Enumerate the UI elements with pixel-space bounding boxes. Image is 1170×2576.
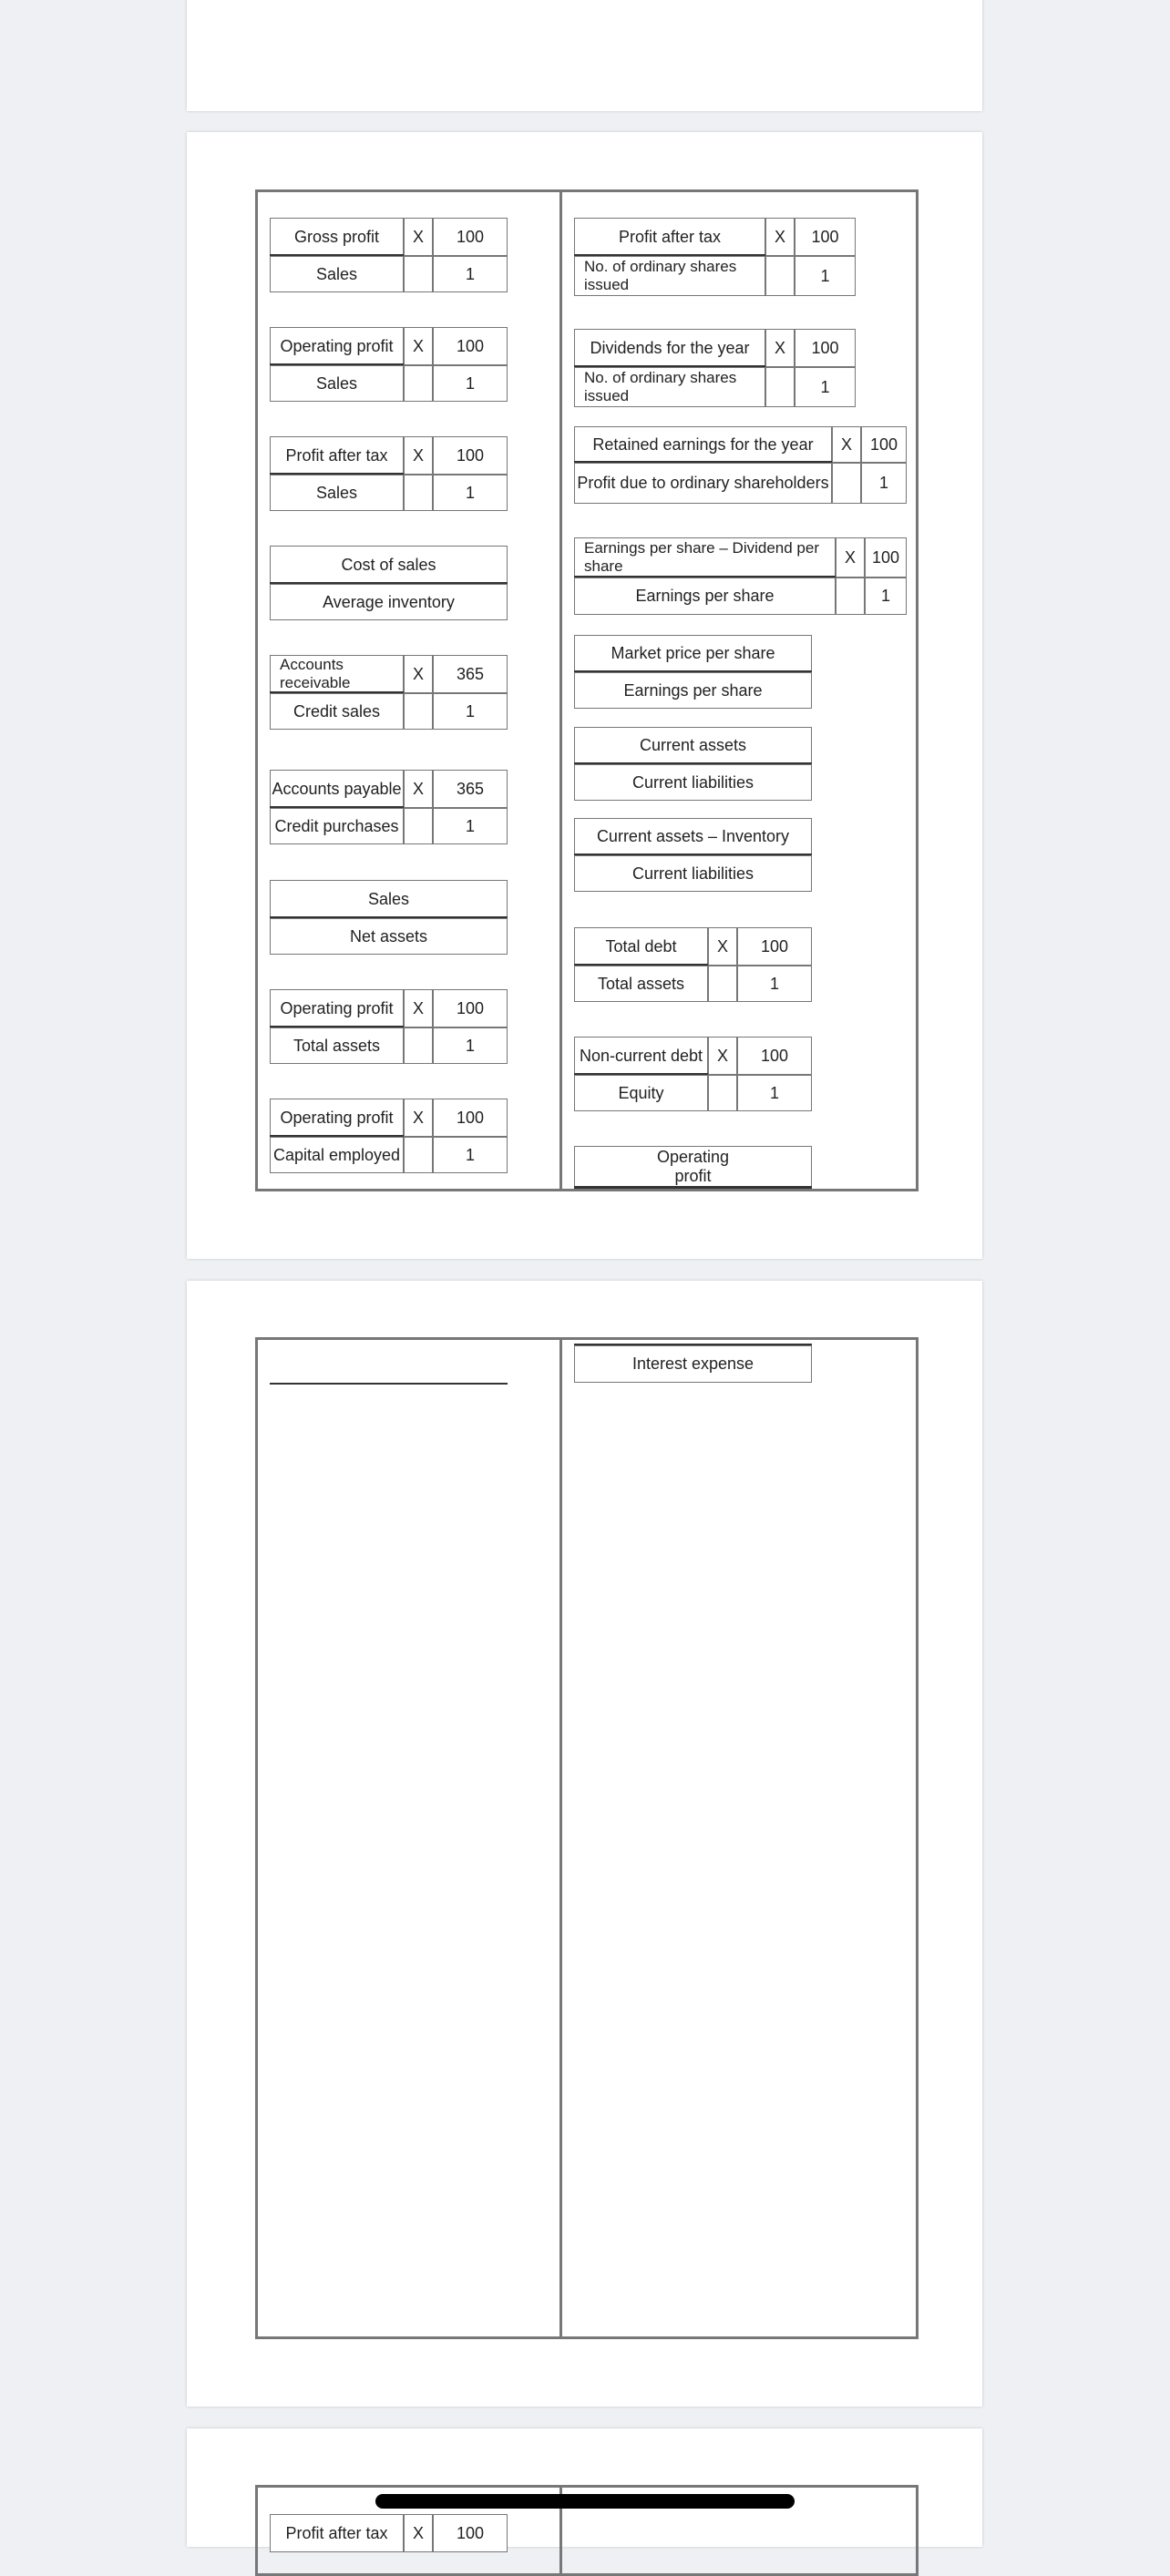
multiplier-base: 1 xyxy=(433,693,508,730)
multiplier-base: 1 xyxy=(861,463,907,504)
blank-cell xyxy=(708,966,737,1002)
multiplier-base: 1 xyxy=(433,256,508,292)
multiplier: 365 xyxy=(433,655,508,693)
numerator: Current assets – Inventory xyxy=(574,818,812,855)
numerator: Current assets xyxy=(574,727,812,764)
multiplier-base: 1 xyxy=(433,475,508,511)
denominator: No. of ordinary shares issued xyxy=(574,256,765,296)
denominator: Earnings per share xyxy=(574,578,836,615)
column-divider xyxy=(559,192,562,1189)
blank-cell xyxy=(404,256,433,292)
operator: X xyxy=(404,655,433,693)
blank-cell xyxy=(404,365,433,402)
numerator: Profit after tax xyxy=(574,218,765,256)
blank-cell xyxy=(404,1027,433,1064)
denominator: Profit due to ordinary shareholders xyxy=(574,463,832,504)
numerator: Earnings per share – Dividend per share xyxy=(574,537,836,578)
denominator: Current liabilities xyxy=(574,855,812,892)
multiplier-base: 1 xyxy=(737,1075,812,1111)
blank-cell xyxy=(765,256,795,296)
column-divider xyxy=(559,1340,562,2336)
multiplier-base: 1 xyxy=(795,367,856,407)
multiplier: 100 xyxy=(795,218,856,256)
document-page-4 xyxy=(187,2428,982,2547)
multiplier: 100 xyxy=(433,1099,508,1137)
numerator: Accounts payable xyxy=(270,770,404,808)
multiplier-base: 1 xyxy=(433,808,508,844)
blank-cell xyxy=(708,1075,737,1111)
multiplier-base: 1 xyxy=(433,365,508,402)
denominator: Average inventory xyxy=(270,584,508,620)
numerator: Operating profit xyxy=(270,1099,404,1137)
document-page-2 xyxy=(187,132,982,1259)
operator: X xyxy=(836,537,865,578)
operator: X xyxy=(404,327,433,365)
ratio-table-frame xyxy=(255,1337,919,2339)
multiplier: 100 xyxy=(433,2514,508,2552)
multiplier-base: 1 xyxy=(433,1137,508,1173)
multiplier-base: 1 xyxy=(795,256,856,296)
blank-cell xyxy=(765,367,795,407)
operator: X xyxy=(765,329,795,367)
denominator: Total assets xyxy=(574,966,708,1002)
denominator: Interest expense xyxy=(574,1345,812,1383)
denominator: No. of ordinary shares issued xyxy=(574,367,765,407)
multiplier: 100 xyxy=(861,426,907,463)
multiplier: 100 xyxy=(433,436,508,475)
multiplier: 100 xyxy=(737,1037,812,1075)
numerator: Sales xyxy=(270,880,508,918)
denominator: Earnings per share xyxy=(574,672,812,709)
multiplier-base: 1 xyxy=(433,1027,508,1064)
denominator: Net assets xyxy=(270,918,508,955)
multiplier: 100 xyxy=(795,329,856,367)
multiplier: 100 xyxy=(865,537,907,578)
numerator: Operating profit xyxy=(270,989,404,1027)
denominator: Credit sales xyxy=(270,693,404,730)
numerator: Accounts receivable xyxy=(270,655,404,693)
multiplier: 100 xyxy=(737,927,812,966)
numerator: Operating profit xyxy=(270,327,404,365)
numerator: Retained earnings for the year xyxy=(574,426,832,463)
fraction-bar xyxy=(574,1186,812,1189)
numerator: Market price per share xyxy=(574,635,812,672)
numerator: Total debt xyxy=(574,927,708,966)
blank-cell xyxy=(404,1137,433,1173)
blank-cell xyxy=(404,475,433,511)
operator: X xyxy=(765,218,795,256)
blank-cell xyxy=(404,693,433,730)
operator: X xyxy=(832,426,861,463)
fraction-bar xyxy=(270,1383,508,1385)
denominator: Equity xyxy=(574,1075,708,1111)
multiplier: 100 xyxy=(433,218,508,256)
denominator: Current liabilities xyxy=(574,764,812,801)
operator: X xyxy=(404,2514,433,2552)
operator: X xyxy=(404,770,433,808)
document-page-1 xyxy=(187,0,982,111)
blank-cell xyxy=(836,578,865,615)
denominator: Sales xyxy=(270,365,404,402)
denominator: Total assets xyxy=(270,1027,404,1064)
numerator: Dividends for the year xyxy=(574,329,765,367)
home-indicator[interactable] xyxy=(375,2494,795,2509)
operator: X xyxy=(708,1037,737,1075)
numerator: Gross profit xyxy=(270,218,404,256)
denominator: Capital employed xyxy=(270,1137,404,1173)
multiplier: 100 xyxy=(433,989,508,1027)
operator: X xyxy=(404,218,433,256)
numerator: Profit after tax xyxy=(270,436,404,475)
operator: X xyxy=(404,1099,433,1137)
numerator: Non-current debt xyxy=(574,1037,708,1075)
denominator: Sales xyxy=(270,256,404,292)
operator: X xyxy=(404,436,433,475)
blank-cell xyxy=(404,808,433,844)
document-page-3 xyxy=(187,1281,982,2407)
denominator: Sales xyxy=(270,475,404,511)
multiplier-base: 1 xyxy=(737,966,812,1002)
numerator: Operating profit xyxy=(574,1146,812,1188)
multiplier: 100 xyxy=(433,327,508,365)
blank-cell xyxy=(832,463,861,504)
numerator: Cost of sales xyxy=(270,546,508,584)
multiplier: 365 xyxy=(433,770,508,808)
operator: X xyxy=(404,989,433,1027)
denominator: Credit purchases xyxy=(270,808,404,844)
operator: X xyxy=(708,927,737,966)
numerator: Profit after tax xyxy=(270,2514,404,2552)
multiplier-base: 1 xyxy=(865,578,907,615)
